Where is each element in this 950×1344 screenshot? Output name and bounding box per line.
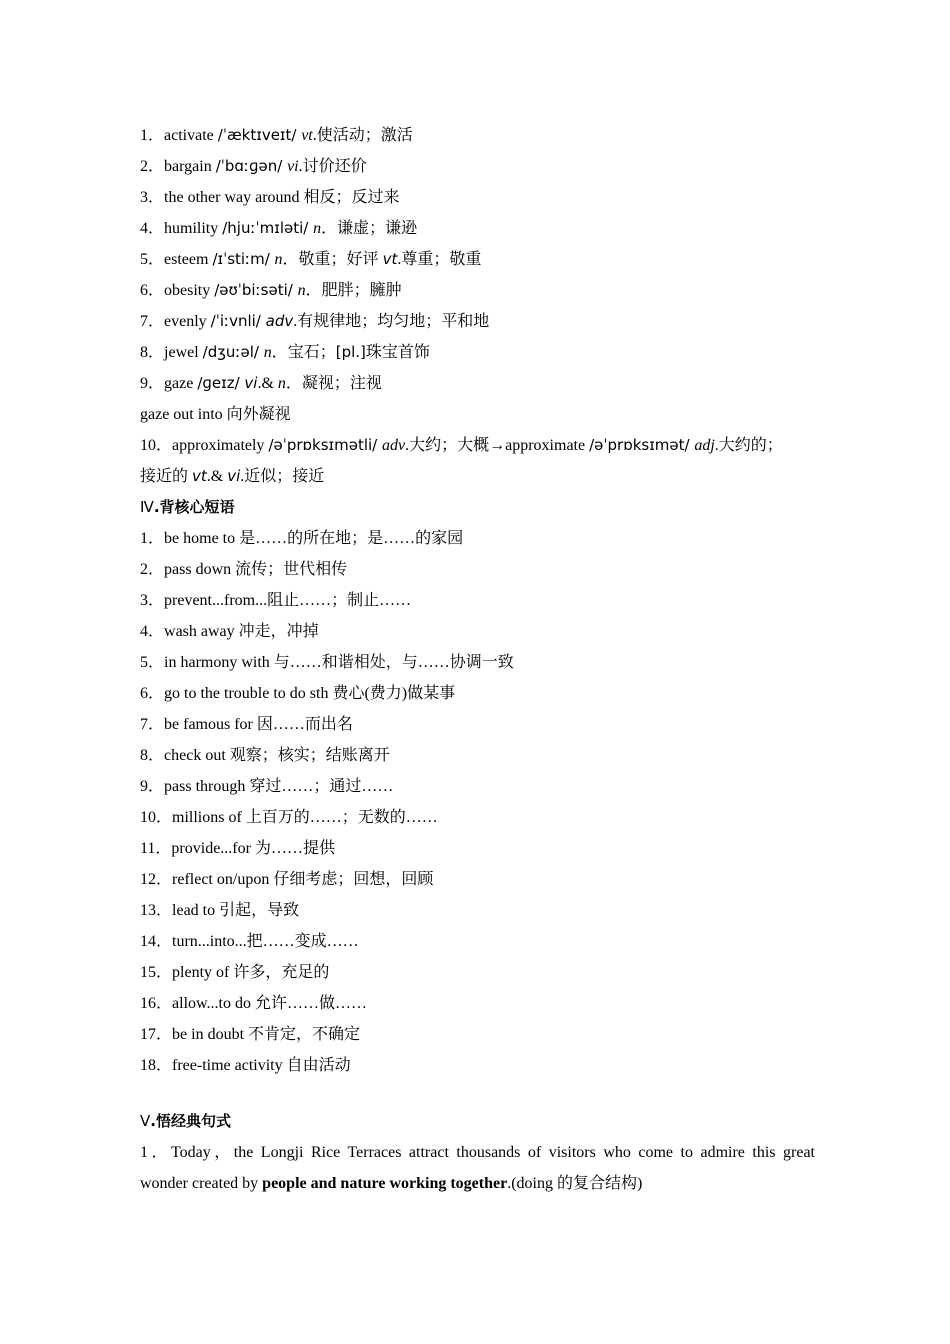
phrase-item-1 <box>140 523 815 554</box>
vocab-item-5 <box>140 244 815 275</box>
vocab-item-8 <box>140 337 815 368</box>
phrase-text: provide...for 为……提供 <box>171 840 335 857</box>
meaning-2: .尊重；敬重 <box>397 251 482 268</box>
vocab-word: humility <box>164 220 223 237</box>
vocab-word: obesity <box>164 282 215 299</box>
section-5-numeral: Ⅴ <box>140 1112 151 1130</box>
item-number: 7． <box>140 313 165 330</box>
part-of-speech: vi <box>287 158 299 175</box>
phrase-item-5 <box>140 647 815 678</box>
phonetic-2: /əˈprɒksɪmət/ <box>589 436 695 454</box>
item-number: 10． <box>140 809 173 826</box>
sentence-note: .(doing 的复合结构) <box>507 1175 643 1192</box>
phrase-text: lead to 引起，导致 <box>172 902 300 919</box>
part-of-speech: n <box>297 282 306 299</box>
item-number: 8． <box>140 747 165 764</box>
part-of-speech-4: vi <box>227 467 241 485</box>
vocab-word: approximately <box>172 437 269 454</box>
phrase-text: in harmony with 与……和谐相处，与……协调一致 <box>164 654 514 671</box>
phrase-item-10 <box>140 802 815 833</box>
plural-tag: [pl.] <box>335 343 366 361</box>
item-number: 9． <box>140 375 165 392</box>
meaning: ．敬重；好评 <box>282 251 383 268</box>
phrase-item-13 <box>140 895 815 926</box>
phonetic: /ɡeɪz/ <box>197 374 245 392</box>
phrase-text: wash away 冲走，冲掉 <box>164 623 319 640</box>
vocab-item-3 <box>140 182 815 213</box>
meaning: .讨价还价 <box>298 158 367 175</box>
phonetic: /ˈiːvnli/ <box>210 312 266 330</box>
meaning: .& <box>257 375 278 392</box>
vocab-word: jewel <box>164 344 203 361</box>
item-number: 18． <box>140 1057 173 1074</box>
phrase-text: turn...into...把……变成…… <box>172 933 359 950</box>
item-number: 3． <box>140 592 165 609</box>
item-number: 12． <box>140 871 173 888</box>
part-of-speech: vt <box>301 127 313 144</box>
phrase-text: plenty of 许多，充足的 <box>172 964 330 981</box>
item-number: 7． <box>140 716 165 733</box>
part-of-speech: adv <box>265 312 294 330</box>
vocab-word: bargain <box>164 158 216 175</box>
phonetic: /əʊˈbiːsəti/ <box>214 281 298 299</box>
meaning: ．肥胖；臃肿 <box>305 282 402 299</box>
item-number: 1． <box>140 530 165 547</box>
sentence-1-line-1: 1．Today，the Longji Rice Terraces attract thousands of visitors who come to admire this great <box>140 1144 815 1161</box>
phonetic: /ˈæktɪveɪt/ <box>217 126 302 144</box>
item-number: 11． <box>140 840 172 857</box>
part-of-speech: n <box>274 251 283 268</box>
vocab-item-2 <box>140 151 815 182</box>
vocab-item-4 <box>140 213 815 244</box>
item-number: 9． <box>140 778 165 795</box>
phrase-text: pass down 流传；世代相传 <box>164 561 348 578</box>
item-number: 16． <box>140 995 173 1012</box>
part-of-speech-2: adj <box>694 437 715 454</box>
phrase-item-17 <box>140 1019 815 1050</box>
sentence-1-line-2 <box>140 1168 815 1199</box>
vocab-word: esteem <box>164 251 213 268</box>
phonetic: /hjuːˈmɪləti/ <box>222 219 314 237</box>
phrase-text: be in doubt 不肯定，不确定 <box>172 1026 361 1043</box>
section-4-title: .背核心短语 <box>153 498 235 516</box>
phrase-item-2 <box>140 554 815 585</box>
part-of-speech: n <box>263 344 272 361</box>
item-number: 5． <box>140 654 165 671</box>
item-number: 4． <box>140 220 165 237</box>
phrase-item-9 <box>140 771 815 802</box>
phrase-item-15 <box>140 957 815 988</box>
phrase-item-11 <box>140 833 815 864</box>
item-number: 1． <box>140 127 165 144</box>
phrase-text: go to the trouble to do sth 费心(费力)做某事 <box>164 685 456 702</box>
phrase-item-3 <box>140 585 815 616</box>
item-number: 14． <box>140 933 173 950</box>
sentence-text: wonder created by <box>140 1175 263 1192</box>
vocab-item-6 <box>140 275 815 306</box>
phrase-text: pass through 穿过……；通过…… <box>164 778 394 795</box>
meaning: .使活动；激活 <box>312 127 413 144</box>
item-number: 8． <box>140 344 165 361</box>
item-number: 15． <box>140 964 173 981</box>
meaning-3: 接近的 <box>140 468 193 485</box>
phrase-text: be home to 是……的所在地；是……的家园 <box>164 530 464 547</box>
meaning: .有规律地；均匀地；平和地 <box>293 313 490 330</box>
item-number: 6． <box>140 685 165 702</box>
item-number: 6． <box>140 282 165 299</box>
phrase-item-12 <box>140 864 815 895</box>
phrase-item-18 <box>140 1050 815 1081</box>
meaning-2: .大约的； <box>714 437 783 454</box>
document-page <box>140 120 815 1199</box>
item-number: 13． <box>140 902 173 919</box>
item-number: 2． <box>140 158 165 175</box>
phrase-text: be famous for 因……而出名 <box>164 716 353 733</box>
phrase-text: millions of 上百万的……；无数的…… <box>172 809 438 826</box>
vocab-item-10-continued <box>140 461 815 492</box>
phrase-item-16 <box>140 988 815 1019</box>
meaning: ．谦虚；谦逊 <box>321 220 418 237</box>
section-4-numeral: Ⅳ <box>140 498 154 516</box>
item-number: 5． <box>140 251 165 268</box>
phrase-item-4 <box>140 616 815 647</box>
phrase-text: reflect on/upon 仔细考虑；回想，回顾 <box>172 871 434 888</box>
item-number: 3． <box>140 189 165 206</box>
part-of-speech-2: vt <box>382 250 398 268</box>
vocab-word: the other way around <box>164 189 304 206</box>
phrase-text: prevent...from...阻止……；制止…… <box>164 592 412 609</box>
phonetic: /dʒuːəl/ <box>202 343 264 361</box>
phonetic: /ˈbɑːɡən/ <box>215 157 288 175</box>
phrase-text: free-time activity 自由活动 <box>172 1057 351 1074</box>
meaning-5: .近似；接近 <box>240 468 325 485</box>
meaning: 相反；反过来 <box>303 189 400 206</box>
meaning: .大约；大概→approximate <box>405 437 590 454</box>
vocab-item-10 <box>140 430 815 461</box>
vocab-item-1 <box>140 120 815 151</box>
part-of-speech: vi <box>244 374 258 392</box>
phrase-item-14 <box>140 926 815 957</box>
phonetic: /ɪˈstiːm/ <box>212 250 275 268</box>
section-5-heading <box>140 1106 815 1137</box>
section-5-title: .悟经典句式 <box>150 1112 231 1130</box>
vocab-word: evenly <box>164 313 211 330</box>
phrase-item-7 <box>140 709 815 740</box>
item-number: 4． <box>140 623 165 640</box>
phrase-item-6 <box>140 678 815 709</box>
gaze-phrase: gaze out into 向外凝视 <box>140 406 291 423</box>
meaning-2: ．凝视；注视 <box>285 375 382 392</box>
phrase-list <box>140 523 815 1081</box>
phrase-item-8 <box>140 740 815 771</box>
sentence-highlight: people and nature working together <box>262 1175 508 1192</box>
spacer <box>140 1081 815 1106</box>
meaning-2: 珠宝首饰 <box>365 344 430 361</box>
part-of-speech: n <box>313 220 322 237</box>
part-of-speech-2: n <box>277 375 286 392</box>
section-4-heading <box>140 492 815 523</box>
phonetic: /əˈprɒksɪmətli/ <box>268 436 383 454</box>
vocab-item-7 <box>140 306 815 337</box>
item-number: 2． <box>140 561 165 578</box>
meaning-4: .& <box>206 468 228 485</box>
vocab-word: gaze <box>164 375 198 392</box>
phrase-text: allow...to do 允许……做…… <box>172 995 367 1012</box>
vocab-item-9 <box>140 368 815 399</box>
part-of-speech-3: vt <box>192 467 207 485</box>
phrase-text: check out 观察；核实；结账离开 <box>164 747 390 764</box>
item-number: 17． <box>140 1026 173 1043</box>
vocab-word: activate <box>164 127 218 144</box>
meaning: ．宝石； <box>271 344 336 361</box>
part-of-speech: adv <box>382 437 406 454</box>
item-number: 10． <box>140 437 173 454</box>
